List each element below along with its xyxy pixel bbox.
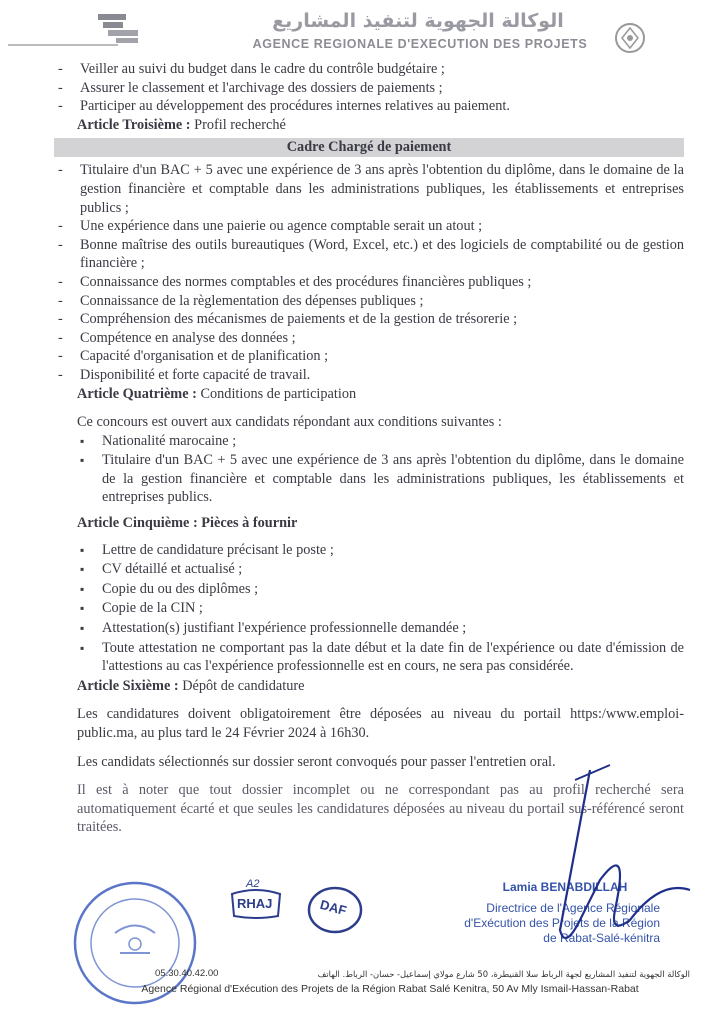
list-item: - Connaissance des normes comptables et des procédures financières publiques ; bbox=[54, 273, 684, 292]
rhaj-stamp bbox=[228, 880, 284, 920]
article-label: Article Cinquième : Pièces à fournir bbox=[77, 515, 298, 532]
article-label: Article Troisième : bbox=[77, 116, 191, 133]
article-5-heading bbox=[54, 514, 684, 533]
list-item: ▪ Lettre de candidature précisant le poste ; bbox=[78, 541, 684, 560]
letterhead bbox=[0, 0, 724, 58]
signatory-title-line-3: de Rabat-Salé-kénitra bbox=[543, 931, 660, 945]
daf-stamp-label: DAF bbox=[318, 896, 349, 919]
article-label: Article Sixième : bbox=[77, 677, 179, 694]
daf-stamp bbox=[300, 880, 370, 940]
article-6-paragraph-2: Les candidats sélectionnés sur dossier seront convoqués pour passer l'entretien oral. bbox=[77, 753, 556, 770]
list-item: - Bonne maîtrise des outils bureautiques (Word, Excel, etc.) et des logiciels de comptabilité ou de gestion financière ; bbox=[54, 236, 684, 273]
profile-list bbox=[54, 161, 684, 384]
position-banner: Cadre Chargé de paiement bbox=[54, 138, 684, 157]
handwritten-signature bbox=[520, 760, 720, 960]
conditions-list bbox=[54, 432, 684, 507]
list-item: - Titulaire d'un BAC + 5 avec une expérience de 3 ans après l'obtention du diplôme, dans le domaine de la gestion financière et comptable dans les administrations publiques, les établissements et entreprises publics ; bbox=[54, 161, 684, 217]
header-french-title: AGENCE REGIONALE D'EXECUTION DES PROJETS bbox=[252, 37, 588, 51]
list-item: - Assurer le classement et l'archivage des dossiers de paiements ; bbox=[54, 79, 684, 98]
list-item: - Capacité d'organisation et de planification ; bbox=[54, 347, 684, 366]
article-4-heading bbox=[54, 385, 684, 404]
footer-french-address: Agence Régional d'Exécution des Projets de la Région Rabat Salé Kenitra, 50 Av Mly Ismail-Hassan-Rabat bbox=[141, 983, 639, 995]
article-label: Article Quatrième : bbox=[77, 385, 197, 402]
article-4-intro: Ce concours est ouvert aux candidats répondant aux conditions suivantes : bbox=[77, 414, 502, 431]
signatory-title-line-1: Directrice de l'Agence Régionale bbox=[486, 901, 660, 915]
list-item: - Compétence en analyse des données ; bbox=[54, 329, 684, 348]
list-item: ▪ Toute attestation ne comportant pas la date début et la date fin de l'expérience ou date d'émission de l'attestions au cas l'expérience professionnelle est en cours, ne sera pas considérée. bbox=[78, 639, 684, 676]
article-6-paragraph-1: Les candidatures doivent obligatoirement être déposées au niveau du portail https:/www.emploi-public.ma, au plus tard le 24 Février 2024 à 16h30. bbox=[77, 706, 684, 741]
list-item: - Compréhension des mécanismes de paiements et de la gestion de trésorerie ; bbox=[54, 310, 684, 329]
signatory-title-line-2: d'Exécution des Projets de la Région bbox=[464, 916, 660, 930]
list-item: - Une expérience dans une paierie ou agence comptable serait un atout ; bbox=[54, 217, 684, 236]
agency-logo bbox=[8, 12, 158, 52]
list-item: ▪ Nationalité marocaine ; bbox=[78, 432, 684, 451]
list-item: ▪ Titulaire d'un BAC + 5 avec une expérience de 3 ans après l'obtention du diplôme, dans le domaine de la gestion financière et comptable dans les administrations publiques, les établissements et entreprises publics. bbox=[78, 451, 684, 507]
article-6-paragraph-3: Il est à noter que tout dossier incomplet ou ne correspondant pas au profil recherché sera automatiquement écarté et que seules les candidatures déposées au niveau du portail sus-référencé seront traitées. bbox=[77, 782, 684, 836]
coat-of-arms-icon bbox=[610, 18, 650, 58]
list-item: ▪ CV détaillé et actualisé ; bbox=[78, 560, 684, 579]
list-item: ▪ Attestation(s) justifiant l'expérience professionnelle demandée ; bbox=[78, 619, 684, 638]
list-item: - Veiller au suivi du budget dans le cadre du contrôle budgétaire ; bbox=[54, 60, 684, 79]
footer-arabic-address: الوكالة الجهوية لتنفيذ المشاريع لجهة الرباط سلا القنيطرة، 50 شارع مولاي إسماعيل- حسان- الرباط. الهاتف bbox=[317, 969, 690, 979]
article-title: Conditions de participation bbox=[200, 385, 357, 402]
intro-list bbox=[54, 60, 684, 116]
list-item: ▪ Copie du ou des diplômes ; bbox=[78, 580, 684, 599]
list-item: ▪ Copie de la CIN ; bbox=[78, 599, 684, 618]
footer-phone: 05.30.40.42.00 bbox=[155, 968, 219, 979]
signatory-name: Lamia BENABDILLAH bbox=[502, 880, 628, 894]
rhaj-stamp-label: RHAJ bbox=[237, 896, 273, 911]
article-title: Dépôt de candidature bbox=[182, 677, 305, 694]
document-body bbox=[54, 60, 684, 837]
rhaj-stamp-number: A2 bbox=[246, 878, 260, 890]
list-item: - Connaissance de la règlementation des dépenses publiques ; bbox=[54, 292, 684, 311]
list-item: - Participer au développement des procédures internes relatives au paiement. bbox=[54, 97, 684, 116]
article-title: Profil recherché bbox=[194, 116, 286, 133]
article-3-heading bbox=[54, 116, 684, 135]
list-item: - Disponibilité et forte capacité de travail. bbox=[54, 366, 684, 385]
header-arabic-title: الوكالة الجهوية لتنفيذ المشاريع bbox=[272, 10, 564, 32]
documents-list bbox=[54, 541, 684, 676]
article-6-heading bbox=[54, 677, 684, 696]
